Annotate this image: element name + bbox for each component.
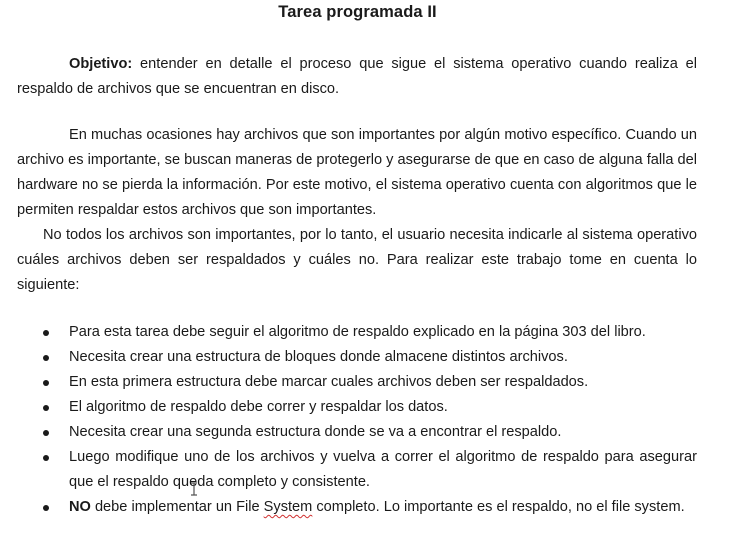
requirements-list (17, 320, 697, 520)
bullet-icon (43, 505, 49, 511)
document-title: Tarea programada II (278, 3, 437, 21)
bullet-icon (43, 380, 49, 386)
bullet-icon (43, 430, 49, 436)
bullet-icon (43, 355, 49, 361)
list-item (17, 395, 697, 420)
bullet-icon (43, 455, 49, 461)
spellcheck-flagged-word[interactable]: System (263, 499, 313, 515)
objective-paragraph (17, 52, 697, 102)
bullet-icon (43, 330, 49, 336)
list-item (17, 420, 697, 445)
no-emphasis: NO (69, 499, 91, 515)
text-cursor-icon (190, 482, 198, 496)
list-item-text: Luego modifique uno de los archivos y vuelva a correr el algoritmo de respaldo para asegurar que el respaldo queda completo y consistente. (69, 449, 697, 490)
list-item-text: Necesita crear una segunda estructura donde se va a encontrar el respaldo. (69, 424, 562, 440)
list-item (17, 320, 697, 345)
list-item-text: En esta primera estructura debe marcar cuales archivos deben ser respaldados. (69, 374, 589, 390)
list-item (17, 495, 697, 520)
objective-label: Objetivo: (69, 56, 133, 72)
list-item-text: Necesita crear una estructura de bloques donde almacene distintos archivos. (69, 349, 568, 365)
list-item (17, 445, 697, 495)
intro-paragraph: En muchas ocasiones hay archivos que son importantes por algún motivo específico. Cuando un archivo es importante, se buscan maneras de protegerlo y asegurarse de que en caso de alguna falla del hardware no se pierda la información. Por este motivo, el sistema operativo cuenta con algoritmos que le permiten respaldar estos archivos que son importantes. (17, 127, 697, 218)
list-item (17, 370, 697, 395)
list-item-text-after: completo. Lo importante es el respaldo, no el file system. (312, 499, 685, 515)
instructions-paragraph: No todos los archivos son importantes, por lo tanto, el usuario necesita indicarle al sistema operativo cuáles archivos deben ser respaldados y cuáles no. Para realizar este trabajo tome en cuenta lo siguiente: (17, 227, 697, 293)
list-item-text-before: debe implementar un File (90, 499, 264, 515)
list-item-text: El algoritmo de respaldo debe correr y respaldar los datos. (69, 399, 448, 415)
bullet-icon (43, 405, 49, 411)
objective-text: entender en detalle el proceso que sigue el sistema operativo cuando realiza el respaldo de archivos que se encuentran en disco. (17, 56, 697, 97)
list-item-text: Para esta tarea debe seguir el algoritmo de respaldo explicado en la página 303 del libro. (69, 324, 646, 340)
list-item (17, 345, 697, 370)
